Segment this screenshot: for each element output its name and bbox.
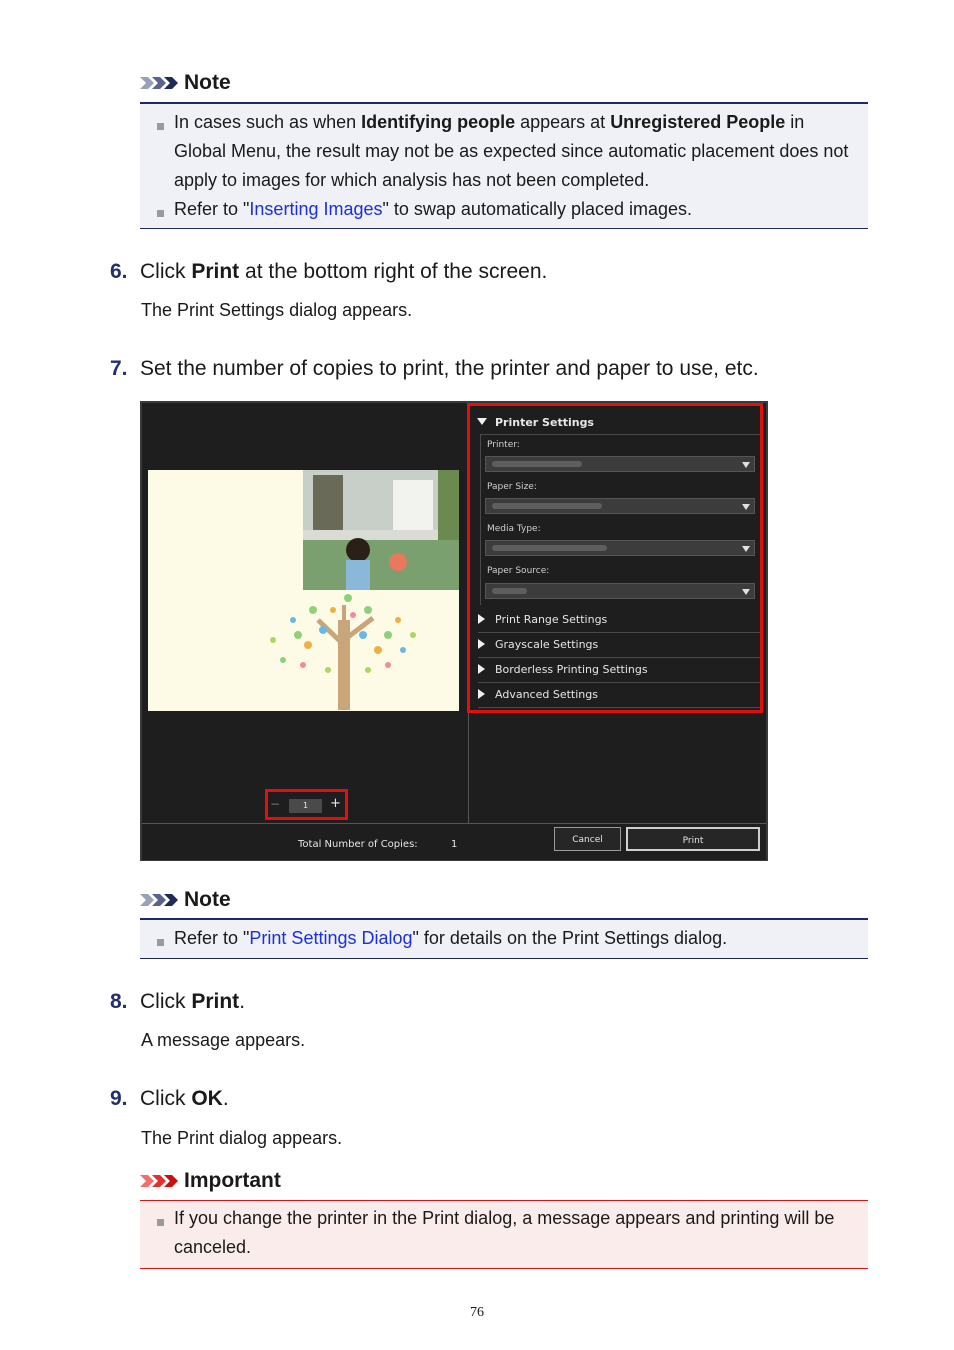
paper-size-select[interactable] [485,498,755,514]
important-arrows-icon [140,1173,180,1189]
step-9: 9. Click OK. [110,1087,229,1110]
step-7: 7. Set the number of copies to print, the printer and paper to use, etc. [110,357,759,380]
print-button[interactable]: Print [626,827,760,851]
chevron-down-icon [742,546,750,552]
step-8: 8. Click Print. [110,990,246,1013]
collapse-triangle-icon[interactable] [477,418,487,425]
grayscale-settings[interactable]: Grayscale Settings [478,635,760,658]
section-rule [480,434,760,435]
important-heading-text: Important [184,1169,281,1192]
photo-girl [303,470,459,590]
note-heading [140,888,231,912]
expand-triangle-icon [478,614,485,624]
expand-triangle-icon [478,689,485,699]
group-rule [480,435,481,605]
step-9-result: The Print dialog appears. [141,1128,343,1148]
list-item: Refer to "Print Settings Dialog" for details on the Print Settings dialog. [164,924,854,953]
step-8-result: A message appears. [141,1030,306,1050]
paper-source-select[interactable] [485,583,755,599]
list-item: In cases such as when Identifying people appears at Unregistered People in Global Menu, the result may not be as expected since automatic placement does not apply to images for which analysis has not been completed. [164,108,854,195]
page-number: 76 [470,1305,484,1320]
note-arrows-icon [140,75,180,91]
note-heading-text: Note [184,888,231,911]
chevron-down-icon [742,589,750,595]
printer-label: Printer: [487,440,520,450]
note-arrows-icon [140,892,180,908]
media-type-label: Media Type: [487,524,541,534]
cancel-button[interactable]: Cancel [554,827,621,851]
expand-triangle-icon [478,639,485,649]
increase-copies-button[interactable]: + [330,796,341,811]
decrease-copies-button[interactable]: − [270,797,281,811]
step-6: 6. Click Print at the bottom right of the screen. [110,260,548,283]
important-box [140,1200,868,1269]
inserting-images-link[interactable]: Inserting Images [249,199,383,219]
step-6-result: The Print Settings dialog appears. [141,300,413,320]
paper-source-label: Paper Source: [487,566,550,576]
note-box [140,918,868,959]
printer-settings-title[interactable]: Printer Settings [495,416,594,429]
media-type-select[interactable] [485,540,755,556]
note-heading-text: Note [184,71,231,94]
printer-select[interactable] [485,456,755,472]
advanced-settings[interactable]: Advanced Settings [478,685,760,708]
total-copies-label: Total Number of Copies: [298,839,418,850]
list-item: If you change the printer in the Print dialog, a message appears and printing will be canceled. [164,1204,854,1262]
note-heading [140,71,231,95]
important-heading [140,1169,281,1193]
list-item: Refer to "Inserting Images" to swap automatically placed images. [164,195,854,224]
chevron-down-icon [742,504,750,510]
print-settings-dialog-link[interactable]: Print Settings Dialog [249,928,413,948]
paper-size-label: Paper Size: [487,482,537,492]
expand-triangle-icon [478,664,485,674]
total-copies-value: 1 [451,839,458,850]
photo-image [303,470,459,590]
chevron-down-icon [742,462,750,468]
print-range-settings[interactable]: Print Range Settings [478,610,760,633]
copies-input[interactable]: 1 [289,799,322,813]
borderless-printing-settings[interactable]: Borderless Printing Settings [478,660,760,683]
note-box [140,102,868,229]
